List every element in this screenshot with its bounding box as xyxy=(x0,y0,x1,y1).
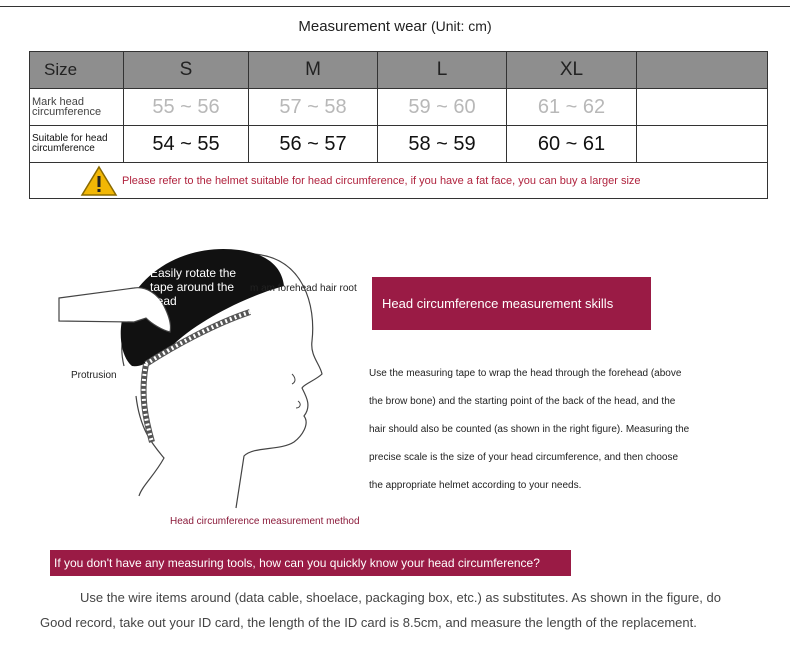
page-title xyxy=(0,18,790,35)
mark-l: 59 ~ 60 xyxy=(378,89,507,126)
skills-line: hair should also be counted (as shown in the right figure). Measuring the xyxy=(369,424,690,435)
header-size: Size xyxy=(30,52,124,89)
note-cell xyxy=(30,163,768,199)
top-divider xyxy=(0,6,790,7)
suit-s: 54 ~ 55 xyxy=(124,126,249,163)
mark-s: 55 ~ 56 xyxy=(124,89,249,126)
header-empty xyxy=(637,52,768,89)
tip-line-1: Use the wire items around (data cable, shoelace, packaging box, etc.) as substitutes. As shown in the figure, do xyxy=(80,590,721,605)
size-table xyxy=(29,51,768,199)
warning-icon xyxy=(80,165,118,197)
mark-empty xyxy=(637,89,768,126)
skills-paragraph xyxy=(369,360,729,500)
suit-m: 56 ~ 57 xyxy=(249,126,378,163)
mark-m: 57 ~ 58 xyxy=(249,89,378,126)
forehead-label: m am forehead hair root xyxy=(250,283,357,294)
skills-line: the brow bone) and the starting point of the back of the head, and the xyxy=(369,396,676,407)
table-row-note xyxy=(30,163,768,199)
skills-line: the appropriate helmet according to your needs. xyxy=(369,480,582,491)
header-xl: XL xyxy=(507,52,637,89)
suit-xl: 60 ~ 61 xyxy=(507,126,637,163)
suit-label: Suitable for head circumference xyxy=(30,126,124,163)
protrusion-label: Protrusion xyxy=(71,370,117,381)
header-m: M xyxy=(249,52,378,89)
title-text: Measurement wear xyxy=(298,18,427,35)
mark-xl: 61 ~ 62 xyxy=(507,89,637,126)
table-header-row xyxy=(30,52,768,89)
tip-line-2: Good record, take out your ID card, the length of the ID card is 8.5cm, and measure the length of the replacement. xyxy=(40,615,697,630)
skills-heading: Head circumference measurement skills xyxy=(372,277,651,330)
table-row-mark xyxy=(30,89,768,126)
suit-empty xyxy=(637,126,768,163)
header-l: L xyxy=(378,52,507,89)
skills-line: precise scale is the size of your head circumference, and then choose xyxy=(369,452,679,463)
mark-label: Mark head circumference xyxy=(30,89,124,126)
title-unit: (Unit: cm) xyxy=(430,18,492,34)
skills-line: Use the measuring tape to wrap the head through the forehead (above xyxy=(369,368,682,379)
note-text: Please refer to the helmet suitable for head circumference, if you have a fat face, you can buy a larger size xyxy=(122,174,641,187)
tip-question-banner: If you don't have any measuring tools, how can you quickly know your head circumference? xyxy=(50,550,571,576)
header-s: S xyxy=(124,52,249,89)
table-row-suitable xyxy=(30,126,768,163)
illustration-caption: Head circumference measurement method xyxy=(170,516,360,527)
rotate-tape-label: Easily rotate the tape around the head xyxy=(150,266,237,308)
suit-l: 58 ~ 59 xyxy=(378,126,507,163)
